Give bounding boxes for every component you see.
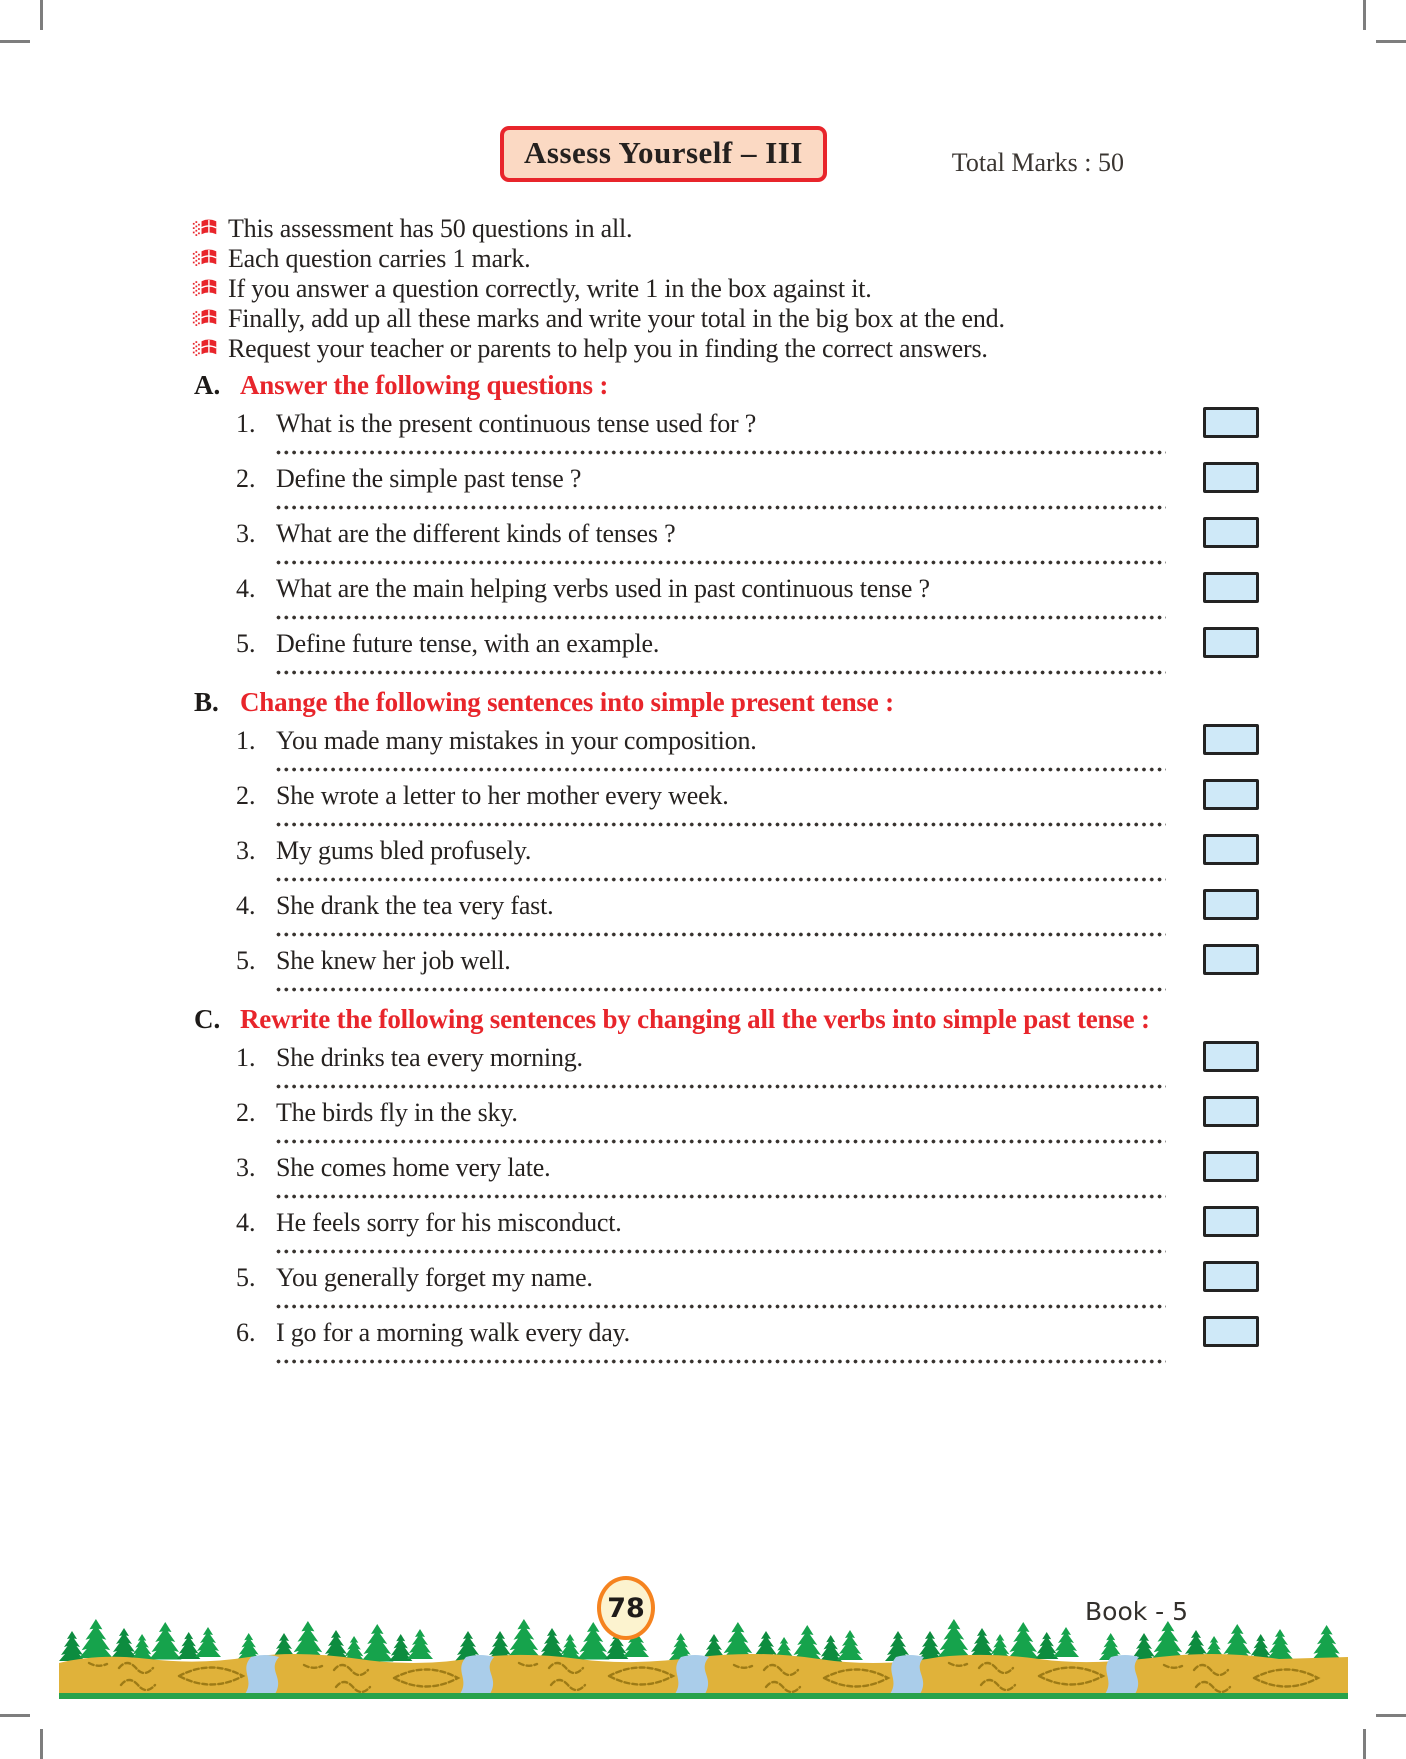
question-text: You generally forget my name. (276, 1263, 593, 1292)
question-number: 5. (236, 1263, 256, 1292)
question-line (170, 892, 1262, 920)
dotted-answer-line (276, 1304, 1166, 1309)
mark-entry-box[interactable] (1203, 1151, 1259, 1182)
question-line (170, 1264, 1262, 1292)
instruction-item (170, 214, 1262, 244)
question-text: I go for a morning walk every day. (276, 1318, 630, 1347)
section-letter: A. (194, 370, 221, 400)
question-text: She comes home very late. (276, 1153, 551, 1182)
dotted-answer-line (276, 877, 1166, 882)
mark-entry-box[interactable] (1203, 1041, 1259, 1072)
dotted-answer-line (276, 505, 1166, 510)
dotted-answer-line (276, 767, 1166, 772)
question-line (170, 947, 1262, 975)
red-book-flag-icon (192, 248, 218, 270)
question-line (170, 782, 1262, 810)
mark-entry-box[interactable] (1203, 407, 1259, 438)
question-line (170, 465, 1262, 493)
instruction-text: If you answer a question correctly, write 1 in the box against it. (228, 274, 872, 303)
question-line (170, 1209, 1262, 1237)
crop-mark (0, 40, 30, 43)
mark-entry-box[interactable] (1203, 724, 1259, 755)
section-heading-row (170, 685, 1262, 723)
question-line (170, 1044, 1262, 1072)
section-heading-row (170, 368, 1262, 406)
question-text: My gums bled profusely. (276, 836, 532, 865)
question-block (170, 892, 1262, 937)
question-block (170, 782, 1262, 827)
question-text: You made many mistakes in your composition. (276, 726, 757, 755)
question-line (170, 727, 1262, 755)
question-number: 1. (236, 726, 256, 755)
question-block (170, 1319, 1262, 1364)
section-heading: Rewrite the following sentences by changing all the verbs into simple past tense : (240, 1004, 1150, 1034)
page-title: Assess Yourself – III (500, 126, 827, 182)
crop-mark (1376, 1714, 1406, 1717)
instruction-item (170, 274, 1262, 304)
question-number: 5. (236, 629, 256, 658)
question-block (170, 1209, 1262, 1254)
instruction-text: This assessment has 50 questions in all. (228, 214, 633, 243)
red-book-flag-icon (192, 308, 218, 330)
crop-mark (40, 1729, 43, 1759)
mark-entry-box[interactable] (1203, 944, 1259, 975)
section-heading-row (170, 1002, 1262, 1040)
question-number: 1. (236, 1043, 256, 1072)
sections (170, 368, 1262, 1364)
dotted-answer-line (276, 450, 1166, 455)
instruction-item (170, 244, 1262, 274)
instruction-text: Request your teacher or parents to help you in finding the correct answers. (228, 334, 988, 363)
question-line (170, 1154, 1262, 1182)
question-text: What is the present continuous tense used for ? (276, 409, 757, 438)
question-block (170, 727, 1262, 772)
crop-mark (1376, 40, 1406, 43)
dotted-answer-line (276, 1194, 1166, 1199)
question-number: 4. (236, 1208, 256, 1237)
question-text: The birds fly in the sky. (276, 1098, 518, 1127)
question-number: 2. (236, 464, 256, 493)
question-number: 2. (236, 1098, 256, 1127)
mark-entry-box[interactable] (1203, 889, 1259, 920)
question-number: 5. (236, 946, 256, 975)
section-questions (170, 1044, 1262, 1364)
dotted-answer-line (276, 822, 1166, 827)
mark-entry-box[interactable] (1203, 627, 1259, 658)
question-block (170, 1044, 1262, 1089)
question-text: What are the different kinds of tenses ? (276, 519, 676, 548)
question-number: 3. (236, 519, 256, 548)
question-block (170, 1099, 1262, 1144)
mark-entry-box[interactable] (1203, 572, 1259, 603)
question-line (170, 520, 1262, 548)
question-line (170, 1319, 1262, 1347)
mark-entry-box[interactable] (1203, 1316, 1259, 1347)
mark-entry-box[interactable] (1203, 1261, 1259, 1292)
mark-entry-box[interactable] (1203, 517, 1259, 548)
red-book-flag-icon (192, 338, 218, 360)
question-number: 6. (236, 1318, 256, 1347)
question-block (170, 520, 1262, 565)
section-questions (170, 410, 1262, 675)
header-row (170, 126, 1262, 204)
dotted-answer-line (276, 670, 1166, 675)
dotted-answer-line (276, 1139, 1166, 1144)
mark-entry-box[interactable] (1203, 1096, 1259, 1127)
page-number-badge: 78 (597, 1576, 655, 1640)
red-book-flag-icon (192, 218, 218, 240)
forest-ground-decoration (59, 1613, 1348, 1701)
question-number: 2. (236, 781, 256, 810)
question-line (170, 410, 1262, 438)
question-line (170, 837, 1262, 865)
crop-mark (40, 0, 43, 30)
red-book-flag-icon (192, 278, 218, 300)
instruction-text: Each question carries 1 mark. (228, 244, 531, 273)
dotted-answer-line (276, 1084, 1166, 1089)
total-marks-label: Total Marks : 50 (951, 148, 1124, 177)
dotted-answer-line (276, 987, 1166, 992)
question-block (170, 630, 1262, 675)
question-text: He feels sorry for his misconduct. (276, 1208, 622, 1237)
question-number: 3. (236, 1153, 256, 1182)
question-line (170, 630, 1262, 658)
section-letter: C. (194, 1004, 221, 1034)
question-text: She drinks tea every morning. (276, 1043, 583, 1072)
question-text: She knew her job well. (276, 946, 511, 975)
section-heading: Change the following sentences into simple present tense : (240, 687, 894, 717)
instructions (170, 214, 1262, 364)
question-block (170, 947, 1262, 992)
question-block (170, 410, 1262, 455)
question-block (170, 837, 1262, 882)
question-number: 1. (236, 409, 256, 438)
question-text: She wrote a letter to her mother every week. (276, 781, 729, 810)
content-column (170, 126, 1262, 1374)
section-questions (170, 727, 1262, 992)
instruction-item (170, 304, 1262, 334)
question-text: What are the main helping verbs used in past continuous tense ? (276, 574, 930, 603)
question-block (170, 465, 1262, 510)
dotted-answer-line (276, 615, 1166, 620)
instruction-item (170, 334, 1262, 364)
question-text: Define the simple past tense ? (276, 464, 582, 493)
question-text: Define future tense, with an example. (276, 629, 660, 658)
mark-entry-box[interactable] (1203, 462, 1259, 493)
dotted-answer-line (276, 1249, 1166, 1254)
dotted-answer-line (276, 560, 1166, 565)
crop-mark (1363, 1729, 1366, 1759)
dotted-answer-line (276, 932, 1166, 937)
question-number: 4. (236, 574, 256, 603)
crop-mark (0, 1714, 30, 1717)
section (170, 685, 1262, 992)
dotted-answer-line (276, 1359, 1166, 1364)
question-number: 4. (236, 891, 256, 920)
question-block (170, 575, 1262, 620)
question-line (170, 575, 1262, 603)
book-label: Book - 5 (1085, 1597, 1189, 1626)
instruction-text: Finally, add up all these marks and write your total in the big box at the end. (228, 304, 1005, 333)
question-line (170, 1099, 1262, 1127)
section (170, 1002, 1262, 1364)
section (170, 368, 1262, 675)
mark-entry-box[interactable] (1203, 834, 1259, 865)
section-heading: Answer the following questions : (240, 370, 609, 400)
question-text: She drank the tea very fast. (276, 891, 554, 920)
question-number: 3. (236, 836, 256, 865)
mark-entry-box[interactable] (1203, 1206, 1259, 1237)
question-block (170, 1264, 1262, 1309)
mark-entry-box[interactable] (1203, 779, 1259, 810)
section-letter: B. (194, 687, 219, 717)
question-block (170, 1154, 1262, 1199)
crop-mark (1363, 0, 1366, 30)
